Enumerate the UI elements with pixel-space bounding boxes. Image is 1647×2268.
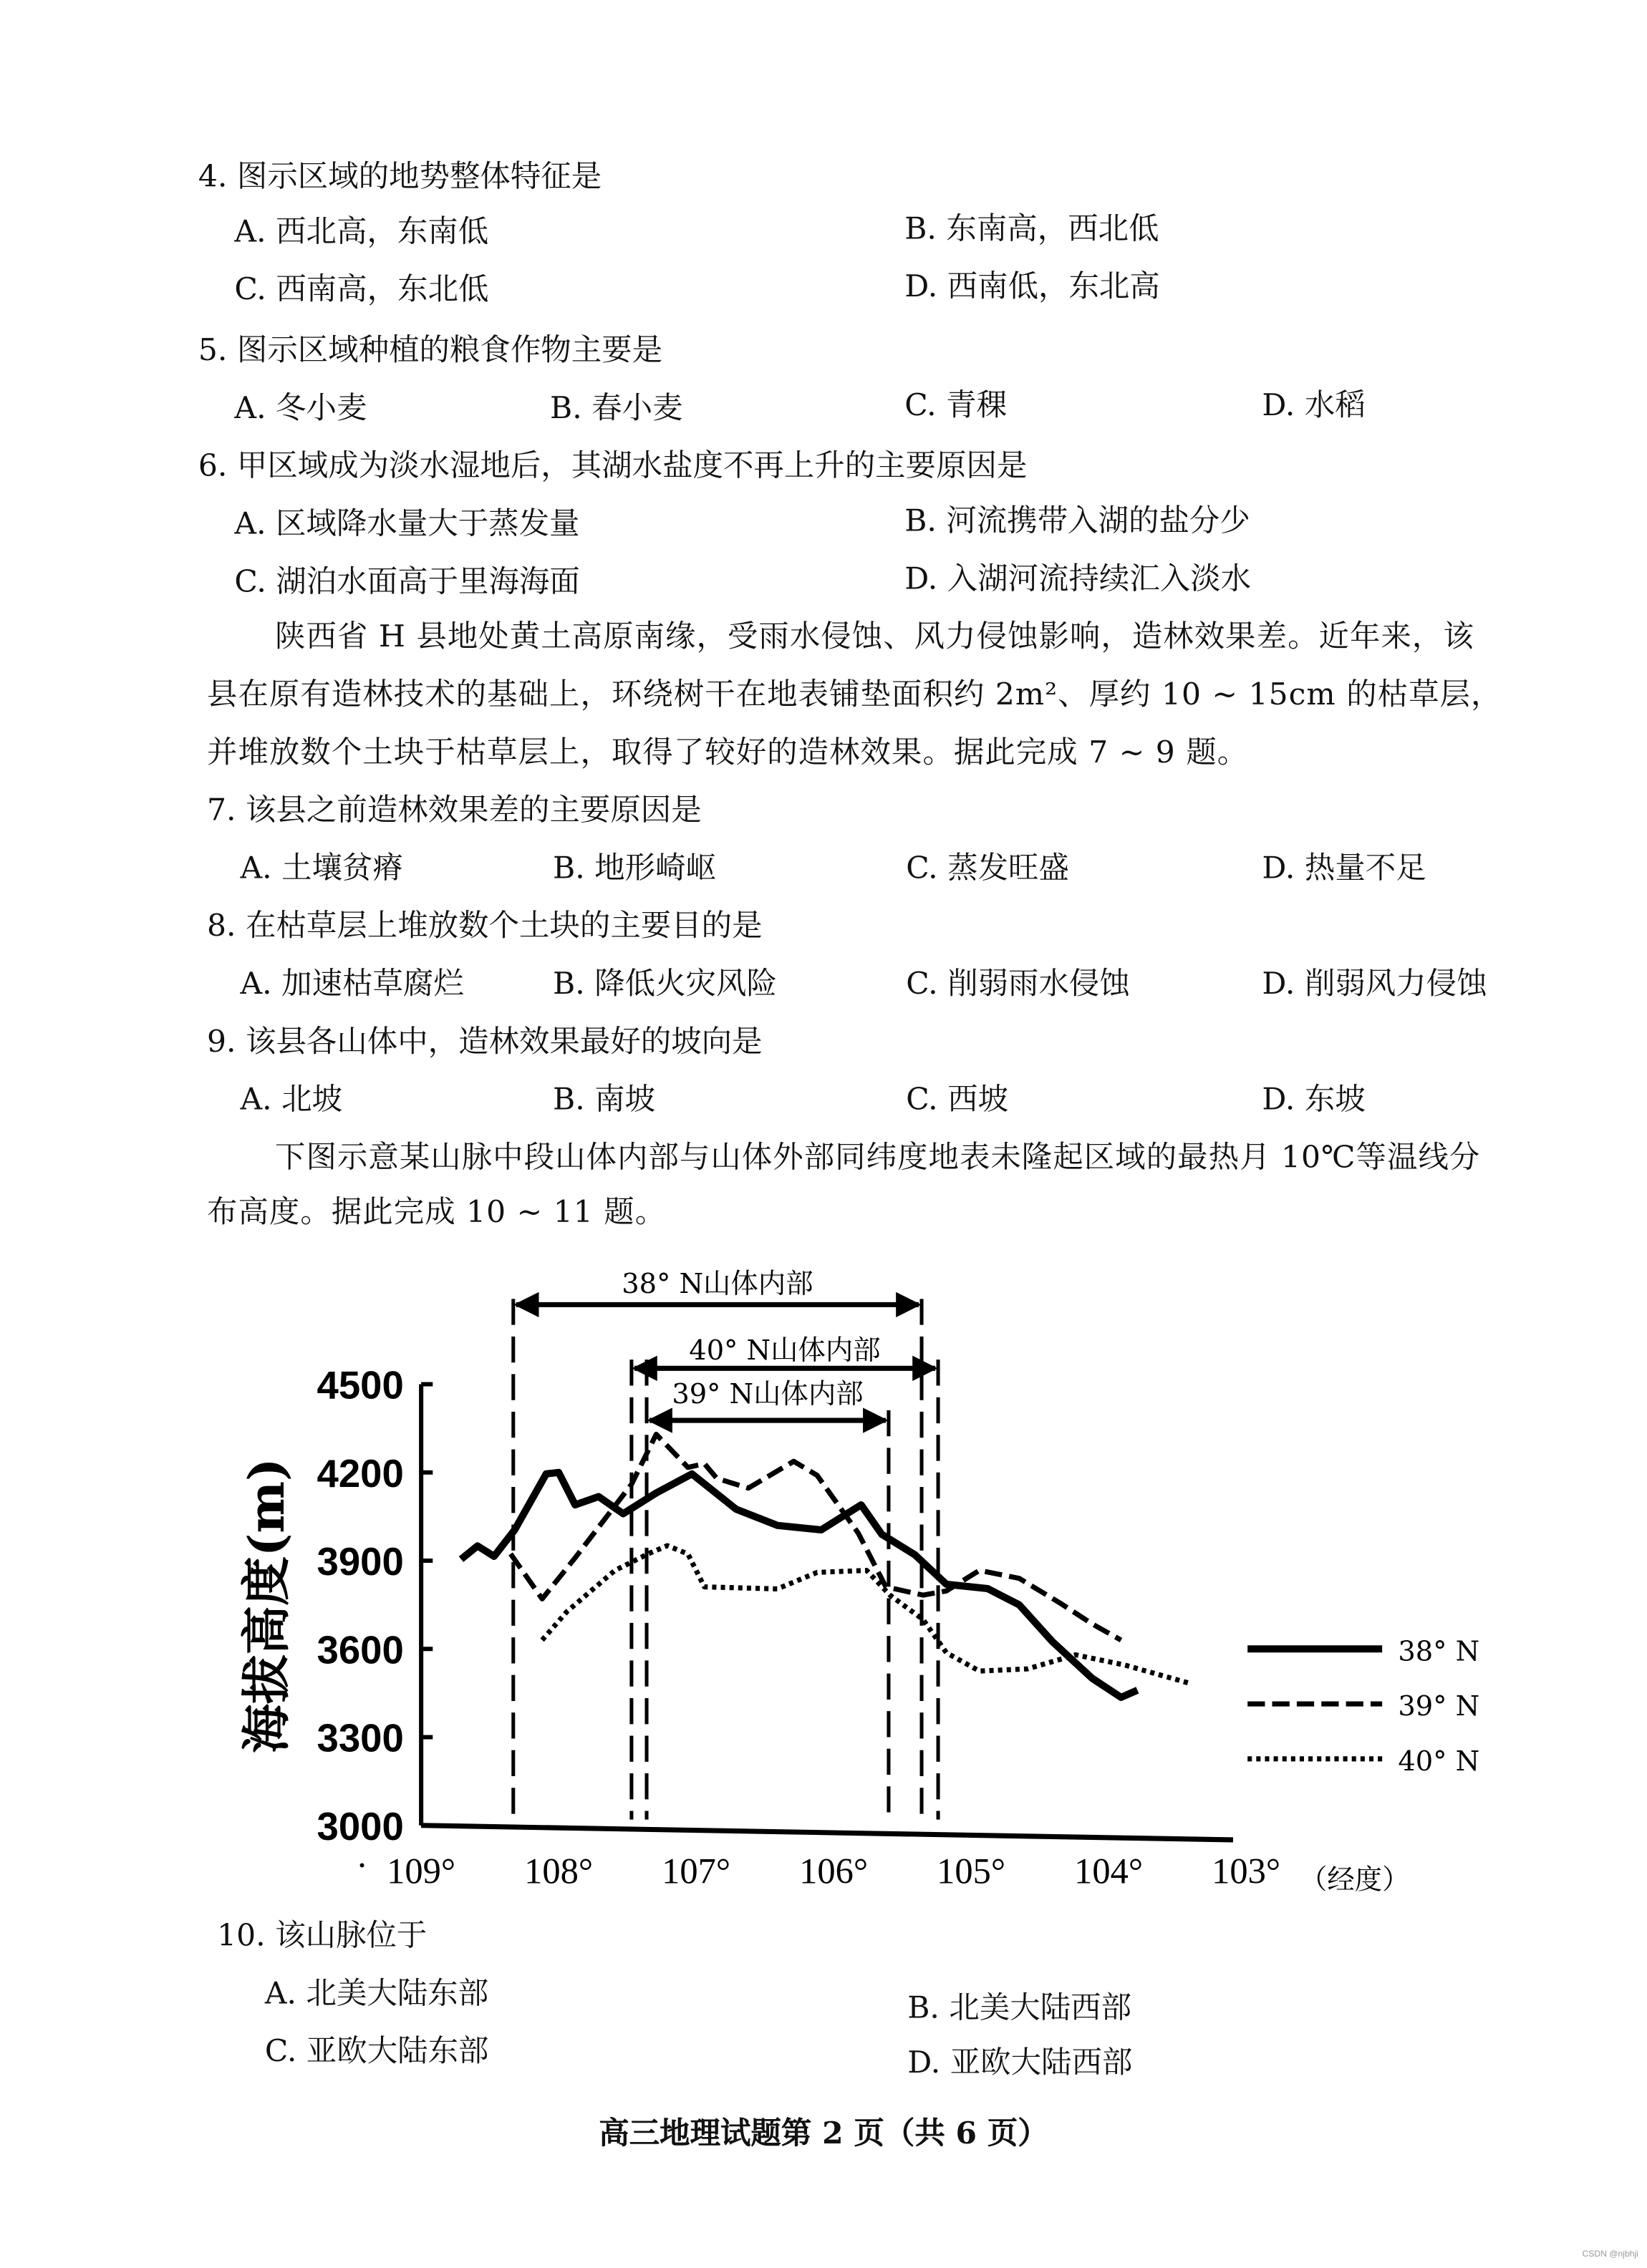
y-tick-label: 3300 — [317, 1716, 404, 1760]
answer-option: C. 西南高，东北低 — [234, 271, 489, 307]
legend-label: 40° N — [1398, 1745, 1480, 1778]
x-tick-label: 103° — [1212, 1851, 1281, 1891]
answer-option: B. 春小麦 — [550, 390, 683, 425]
answer-option: C. 削弱雨水侵蚀 — [906, 966, 1130, 1002]
answer-option: D. 入湖河流持续汇入淡水 — [904, 561, 1252, 596]
answer-option: A. 冬小麦 — [234, 390, 367, 425]
y-tick-label: 4200 — [317, 1451, 404, 1496]
y-tick-label: 3900 — [317, 1540, 404, 1584]
axis-dot: · — [356, 1845, 369, 1886]
question-stem: 4. 图示区域的地势整体特征是 — [198, 159, 602, 194]
answer-option: B. 南坡 — [553, 1082, 656, 1117]
legend-label: 39° N — [1398, 1690, 1480, 1723]
answer-option: C. 亚欧大陆东部 — [264, 2033, 489, 2069]
answer-option: D. 西南低，东北高 — [904, 268, 1160, 304]
answer-option: D. 削弱风力侵蚀 — [1262, 966, 1487, 1002]
answer-option: C. 湖泊水面高于里海海面 — [234, 563, 580, 599]
question-stem: 6. 甲区域成为淡水湿地后，其湖水盐度不再上升的主要原因是 — [198, 448, 1028, 483]
legend-label: 38° N — [1398, 1635, 1480, 1668]
region-label: 38° N山体内部 — [622, 1268, 813, 1301]
answer-option: B. 河流携带入湖的盐分少 — [904, 503, 1250, 538]
x-tick-label: 108° — [524, 1851, 594, 1891]
watermark: CSDN @njbhji — [1582, 2250, 1638, 2259]
passage-line: 并堆放数个土块于枯草层上，取得了较好的造林效果。据此完成 7 ~ 9 题。 — [207, 735, 1249, 770]
question-stem: 5. 图示区域种植的粮食作物主要是 — [198, 332, 663, 368]
page-footer: 高三地理试题第 2 页（共 6 页） — [599, 2114, 1048, 2151]
y-tick-label: 4500 — [317, 1363, 404, 1407]
answer-option: B. 地形崎岖 — [553, 850, 717, 886]
answer-option: D. 亚欧大陆西部 — [907, 2045, 1133, 2080]
y-tick-label: 3000 — [317, 1804, 404, 1848]
series-line-40n — [542, 1546, 1189, 1683]
region-label: 40° N山体内部 — [689, 1334, 881, 1367]
answer-option: B. 降低火灾风险 — [553, 966, 777, 1002]
answer-option: A. 北美大陆东部 — [264, 1975, 489, 2011]
y-axis-label: 海拔高度(m) — [238, 1458, 296, 1753]
answer-option: A. 土壤贫瘠 — [240, 850, 403, 886]
question-stem: 7. 该县之前造林效果差的主要原因是 — [207, 793, 702, 828]
answer-option: A. 加速枯草腐烂 — [240, 966, 464, 1002]
question-stem: 8. 在枯草层上堆放数个土块的主要目的是 — [207, 908, 763, 944]
region-label: 39° N山体内部 — [672, 1377, 864, 1410]
answer-option: A. 北坡 — [240, 1082, 343, 1117]
answer-option: C. 蒸发旺盛 — [906, 850, 1069, 886]
x-axis — [421, 1826, 1233, 1840]
answer-option: D. 水稻 — [1262, 387, 1366, 422]
answer-option: B. 北美大陆西部 — [907, 1990, 1132, 2025]
x-tick-label: 104° — [1074, 1851, 1144, 1891]
y-tick-label: 3600 — [317, 1628, 404, 1672]
question-stem: 10. 该山脉位于 — [217, 1918, 428, 1953]
passage-line: 陕西省 H 县地处黄土高原南缘，受雨水侵蚀、风力侵蚀影响，造林效果差。近年来，该 — [275, 619, 1474, 654]
answer-option: A. 区域降水量大于蒸发量 — [234, 506, 580, 541]
answer-option: A. 西北高，东南低 — [234, 214, 489, 249]
question-stem: 9. 该县各山体中，造林效果最好的坡向是 — [207, 1024, 763, 1059]
x-tick-label: 105° — [937, 1851, 1006, 1891]
x-tick-label: 107° — [662, 1851, 731, 1891]
passage-line: 布高度。据此完成 10 ~ 11 题。 — [207, 1194, 667, 1230]
answer-option: D. 热量不足 — [1262, 850, 1426, 886]
x-tick-label: 106° — [799, 1851, 869, 1891]
answer-option: B. 东南高，西北低 — [904, 210, 1159, 246]
x-tick-label: 109° — [387, 1851, 456, 1891]
x-axis-label: （经度） — [1299, 1864, 1410, 1896]
series-line-38n — [461, 1473, 1137, 1697]
answer-option: D. 东坡 — [1262, 1082, 1366, 1117]
answer-option: C. 青稞 — [904, 387, 1008, 422]
passage-line: 县在原有造林技术的基础上，环绕树干在地表铺垫面积约 2m²、厚约 10 ~ 15cm 的枯草层， — [207, 677, 1502, 712]
series-line-39n — [511, 1434, 1121, 1640]
answer-option: C. 西坡 — [906, 1082, 1009, 1117]
passage-line: 下图示意某山脉中段山体内部与山体外部同纬度地表未隆起区域的最热月 10℃等温线分 — [275, 1140, 1481, 1175]
